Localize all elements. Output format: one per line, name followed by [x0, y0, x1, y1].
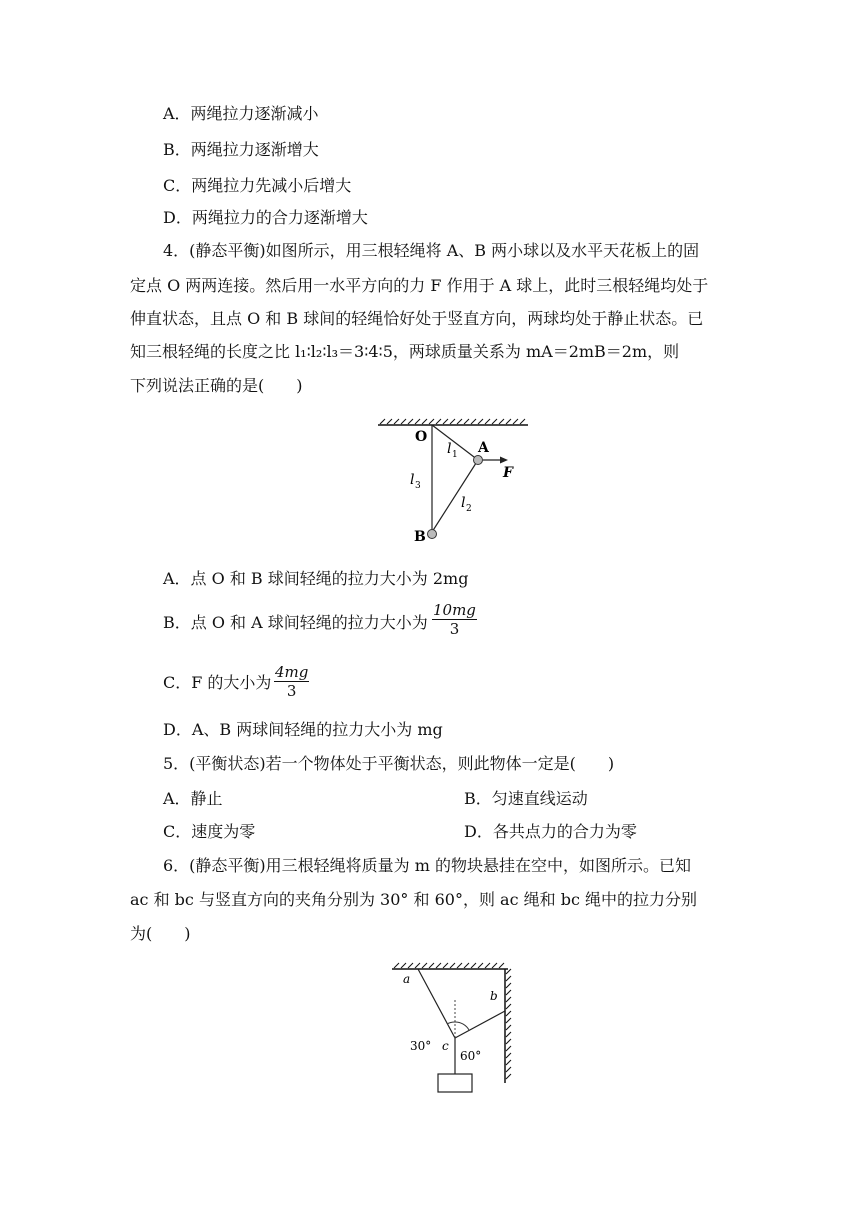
rope-l2	[432, 460, 478, 532]
label-l3: l	[410, 472, 415, 488]
q4-option-c-fraction	[274, 663, 309, 700]
q4-figure	[370, 408, 540, 553]
q6-stem-line-3: 为( )	[130, 924, 191, 943]
q6-stem-line-2: ac 和 bc 与竖直方向的夹角分别为 30° 和 60°，则 ac 绳和 bc 绳中的拉力分别	[130, 890, 697, 909]
q4-stem-line-4: 知三根轻绳的长度之比 l₁∶l₂∶l₃＝3∶4∶5，两球质量关系为 mA＝2mB＝2m，则	[130, 342, 680, 361]
label-l2: l	[461, 495, 466, 511]
q4-option-d: D．A、B 两球间轻绳的拉力大小为 mg	[163, 720, 443, 739]
q3-option-a: A．两绳拉力逐渐减小	[163, 104, 319, 123]
label-l1-sub: 1	[452, 450, 458, 460]
arrow-head-icon	[500, 457, 508, 464]
q5-stem: 5．(平衡状态)若一个物体处于平衡状态，则此物体一定是( )	[163, 754, 615, 773]
label-b: b	[490, 989, 498, 1003]
q3-option-d: D．两绳拉力的合力逐渐增大	[163, 208, 368, 227]
q4-option-c	[163, 673, 271, 693]
fraction-denominator: 3	[286, 682, 297, 700]
label-b: B	[414, 529, 426, 545]
angle-arc-60	[455, 1022, 469, 1030]
block	[438, 1074, 472, 1092]
q4-option-b	[163, 613, 428, 633]
label-a: a	[403, 972, 411, 986]
rope-ac	[418, 969, 455, 1038]
ball-a	[474, 456, 483, 465]
q5-option-a: A．静止	[163, 789, 223, 808]
q4-stem-line-2: 定点 O 两两连接。然后用一水平方向的力 F 作用于 A 球上，此时三根轻绳均处于	[130, 276, 709, 295]
ceiling	[392, 963, 508, 969]
label-l2-sub: 2	[466, 504, 472, 514]
label-angle-30: 30°	[410, 1039, 432, 1053]
fraction-numerator: 10mg	[433, 601, 476, 619]
label-c: c	[442, 1039, 449, 1053]
ball-b	[428, 530, 437, 539]
q4-stem-line-3: 伸直状态，且点 O 和 B 球间的轻绳恰好处于竖直方向，两球均处于静止状态。已	[130, 309, 704, 328]
q5-option-c: C．速度为零	[163, 822, 256, 841]
q4-option-b-text: B．点 O 和 A 球间轻绳的拉力大小为	[163, 613, 428, 632]
q5-option-b: B．匀速直线运动	[464, 789, 588, 808]
q4-option-a: A．点 O 和 B 球间轻绳的拉力大小为 2mg	[163, 569, 469, 588]
q6-figure	[380, 958, 520, 1098]
q4-option-b-fraction	[432, 601, 477, 638]
fraction-numerator: 4mg	[275, 663, 309, 681]
label-l1: l	[447, 441, 452, 457]
q4-stem-line-5: 下列说法正确的是( )	[130, 376, 303, 395]
q3-option-b: B．两绳拉力逐渐增大	[163, 140, 319, 159]
wall	[505, 969, 511, 1083]
label-l3-sub: 3	[415, 481, 421, 491]
label-o: O	[415, 429, 428, 445]
q3-option-c: C．两绳拉力先减小后增大	[163, 176, 352, 195]
label-f: F	[503, 465, 513, 481]
fraction-denominator: 3	[449, 620, 460, 638]
ceiling	[378, 419, 528, 425]
rope-bc	[455, 1011, 505, 1038]
q4-option-c-text: C．F 的大小为	[163, 673, 272, 692]
q4-stem-line-1: 4．(静态平衡)如图所示，用三根轻绳将 A、B 两小球以及水平天花板上的固	[163, 241, 700, 260]
label-angle-60: 60°	[460, 1049, 482, 1063]
label-a: A	[478, 440, 489, 456]
angle-arc-30	[447, 1022, 455, 1024]
q6-stem-line-1: 6．(静态平衡)用三根轻绳将质量为 m 的物块悬挂在空中，如图所示。已知	[163, 856, 692, 875]
q5-option-d: D．各共点力的合力为零	[464, 822, 637, 841]
